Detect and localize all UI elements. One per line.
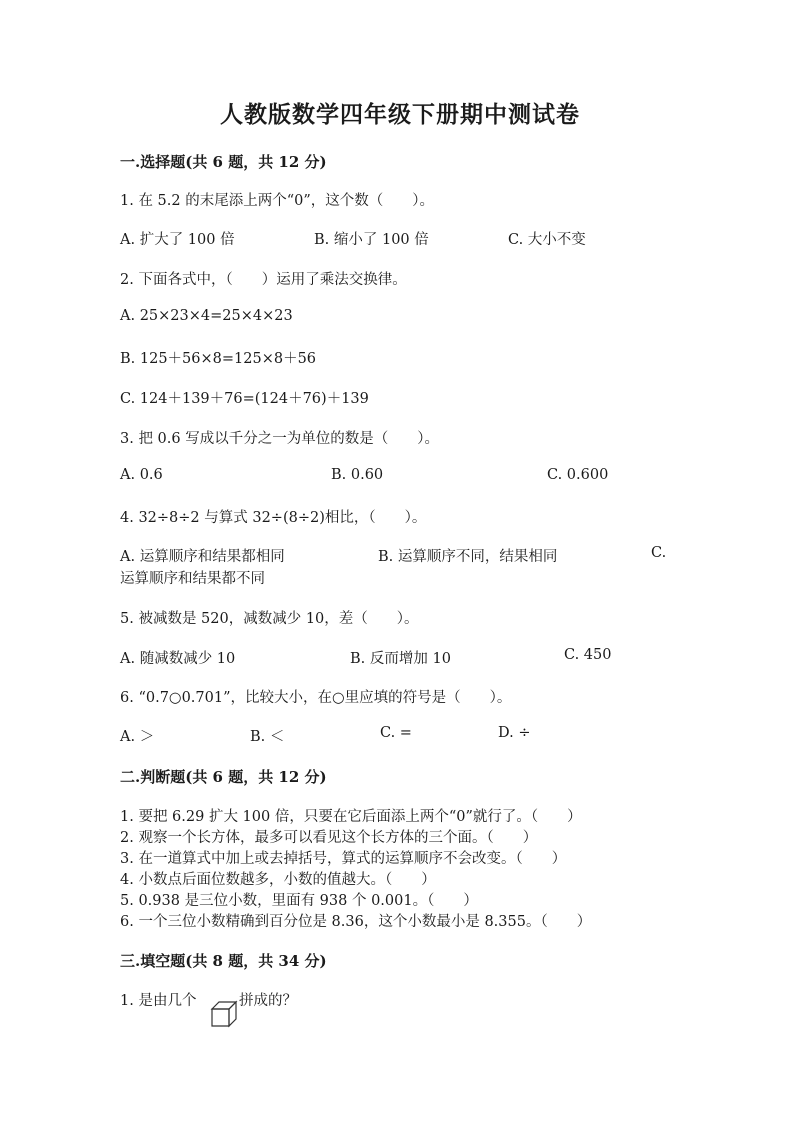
option-c: C. = bbox=[380, 725, 412, 741]
option-b: B. ＜ bbox=[250, 729, 285, 745]
page-title: 人教版数学四年级下册期中测试卷 bbox=[220, 101, 580, 128]
question-stem: 4. 32÷8÷2 与算式 32÷(8÷2)相比，（ ）。 bbox=[120, 510, 427, 526]
option-b: B. 反而增加 10 bbox=[350, 651, 451, 667]
option-a: A. 25×23×4=25×4×23 bbox=[120, 308, 293, 324]
section-heading-choice: 一.选择题(共 6 题，共 12 分) bbox=[120, 153, 327, 171]
option-b: B. 125＋56×8=125×8＋56 bbox=[120, 351, 317, 367]
option-b: B. 运算顺序不同，结果相同 bbox=[378, 549, 558, 565]
judge-item: 3. 在一道算式中加上或去掉括号，算式的运算顺序不会改变。（ ） bbox=[120, 851, 567, 867]
judge-item: 2. 观察一个长方体，最多可以看见这个长方体的三个面。（ ） bbox=[120, 830, 538, 846]
option-a: A. ＞ bbox=[120, 729, 155, 745]
judge-item: 4. 小数点后面位数越多，小数的值越大。（ ） bbox=[120, 872, 436, 888]
section-heading-fill: 三.填空题(共 8 题，共 34 分) bbox=[120, 952, 327, 970]
option-c: C. 大小不变 bbox=[508, 232, 586, 248]
option-b: B. 缩小了 100 倍 bbox=[314, 232, 429, 248]
question-stem: 3. 把 0.6 写成以千分之一为单位的数是（ ）。 bbox=[120, 431, 439, 447]
judge-item: 1. 要把 6.29 扩大 100 倍，只要在它后面添上两个“0”就行了。（ ） bbox=[120, 809, 582, 825]
option-c: C. 450 bbox=[564, 647, 612, 663]
option-a: A. 0.6 bbox=[120, 467, 163, 483]
question-stem: 2. 下面各式中，（ ）运用了乘法交换律。 bbox=[120, 272, 407, 288]
option-d: D. ÷ bbox=[498, 725, 531, 741]
question-stem: 1. 在 5.2 的末尾添上两个“0”，这个数（ ）。 bbox=[120, 193, 435, 209]
judge-item: 5. 0.938 是三位小数，里面有 938 个 0.001。（ ） bbox=[120, 893, 478, 909]
question-stem: 5. 被减数是 520，减数减少 10，差（ ）。 bbox=[120, 611, 419, 627]
option-a: A. 随减数减少 10 bbox=[120, 651, 236, 667]
option-a: A. 扩大了 100 倍 bbox=[120, 232, 235, 248]
cube-icon bbox=[210, 1000, 238, 1028]
option-c: C. 0.600 bbox=[547, 467, 609, 483]
option-b: B. 0.60 bbox=[331, 467, 384, 483]
option-c-prefix: C. bbox=[651, 545, 667, 561]
section-heading-judge: 二.判断题(共 6 题，共 12 分) bbox=[120, 768, 327, 786]
option-a: A. 运算顺序和结果都相同 bbox=[120, 549, 285, 565]
option-c: C. 124＋139＋76=(124＋76)＋139 bbox=[120, 391, 369, 407]
fill-question-suffix: 拼成的？ bbox=[239, 993, 297, 1009]
fill-question-prefix: 1. 是由几个 bbox=[120, 993, 197, 1009]
option-c-text: 运算顺序和结果都不同 bbox=[120, 571, 265, 587]
question-stem: 6. “0.7○0.701”，比较大小，在○里应填的符号是（ ）。 bbox=[120, 690, 512, 706]
judge-item: 6. 一个三位小数精确到百分位是 8.36，这个小数最小是 8.355。（ ） bbox=[120, 914, 592, 930]
